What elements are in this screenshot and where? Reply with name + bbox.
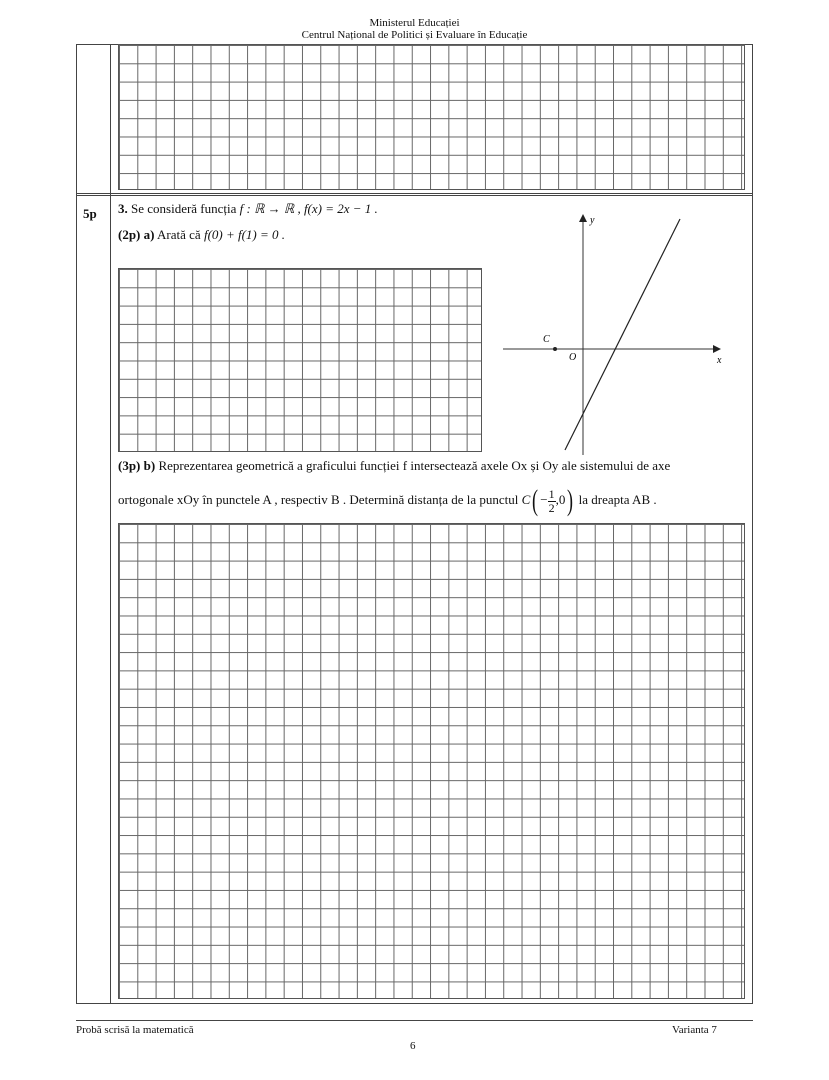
part-b-line2-start: ortogonale xOy în punctele A , respectiv B . Determină distanța de la punctul xyxy=(118,492,519,507)
frame-bottom-border xyxy=(76,1003,753,1004)
problem-points: 5p xyxy=(83,206,97,221)
problem-statement-math: f : ℝ → ℝ , f(x) = 2x − 1 . xyxy=(239,201,378,216)
part-a-text xyxy=(118,227,285,243)
right-paren: ) xyxy=(567,484,574,518)
answer-grid-previous[interactable] xyxy=(118,44,745,190)
frame-row-divider-double xyxy=(76,195,753,196)
part-b-line2-end: la dreapta AB . xyxy=(578,492,657,507)
frame-row-divider xyxy=(76,193,753,194)
left-paren: ( xyxy=(532,484,539,518)
part-b-line2 xyxy=(118,484,657,516)
frac-sign: − xyxy=(540,492,548,507)
part-a-label: a) xyxy=(143,227,155,242)
coord-rest: ,0 xyxy=(555,492,566,507)
frame-points-divider xyxy=(110,44,111,1004)
header-ministry: Ministerul Educației xyxy=(369,17,460,29)
part-b-line1 xyxy=(118,458,670,474)
footer-left: Probă scrisă la matematică xyxy=(76,1024,194,1036)
problem-statement xyxy=(118,201,378,217)
point-c-marker xyxy=(553,347,557,351)
origin-label: O xyxy=(569,352,577,363)
frame-left-border xyxy=(76,44,77,1004)
point-c-name: C xyxy=(521,492,531,507)
frame-right-border xyxy=(752,44,753,1004)
footer-right: Varianta 7 xyxy=(672,1024,717,1036)
part-a-statement: Arată că xyxy=(157,227,201,242)
answer-grid-part-b[interactable] xyxy=(118,523,745,999)
part-b-label: b) xyxy=(143,458,156,473)
part-b-points: (3p) xyxy=(118,458,141,473)
fraction-denominator: 2 xyxy=(548,500,555,515)
problem-statement-text: Se consideră funcția xyxy=(131,201,237,216)
part-a-math: f(0) + f(1) = 0 . xyxy=(203,227,286,242)
fraction xyxy=(548,488,556,515)
point-c-label: C xyxy=(543,334,550,345)
x-axis-label: x xyxy=(717,355,722,366)
function-graph-figure xyxy=(495,205,745,460)
answer-grid-part-a[interactable] xyxy=(118,268,482,452)
part-b-line1-text: Reprezentarea geometrică a graficului funcției f intersectează axele Ox și Oy ale sistemului de axe xyxy=(158,458,671,473)
problem-number: 3. xyxy=(118,201,128,216)
function-line xyxy=(565,219,680,450)
footer-rule xyxy=(76,1020,753,1021)
page-number: 6 xyxy=(410,1040,416,1052)
header-center: Centrul Național de Politici și Evaluare în Educație xyxy=(301,29,528,41)
fraction-numerator: 1 xyxy=(548,486,555,501)
part-a-points: (2p) xyxy=(118,227,141,242)
y-axis-label: y xyxy=(590,215,595,226)
